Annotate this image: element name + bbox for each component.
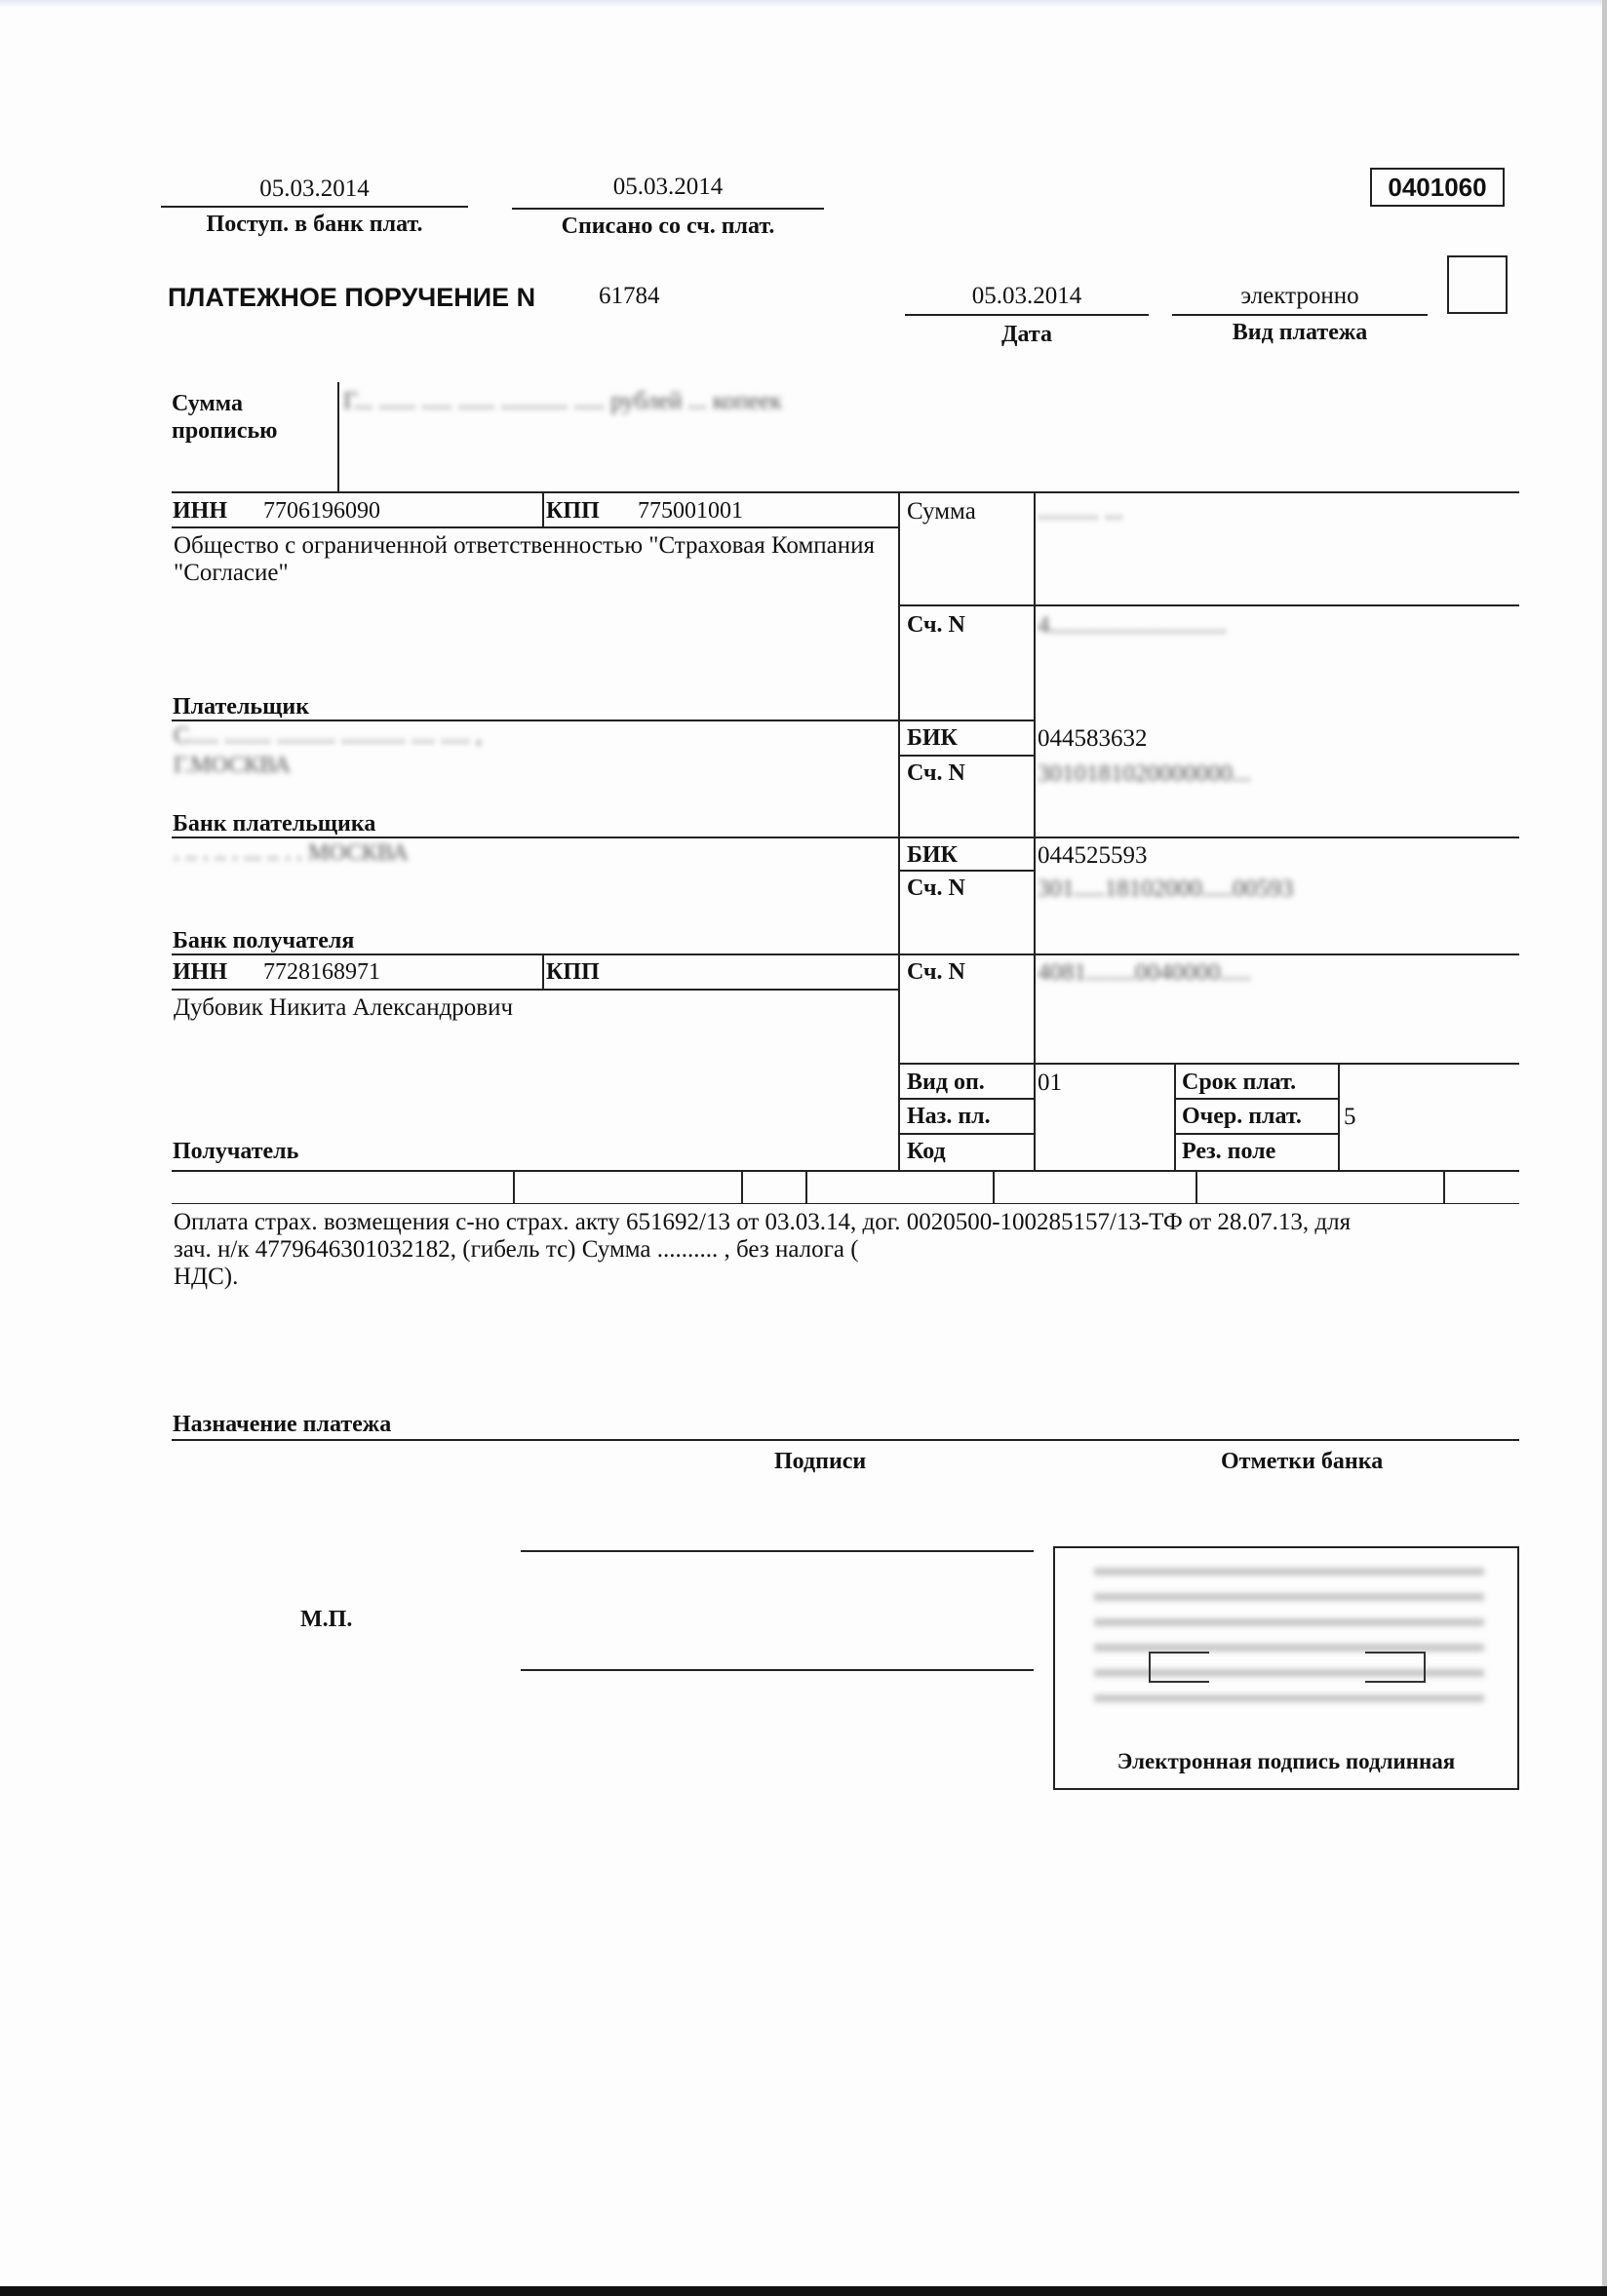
purpose-line-1: Оплата страх. возмещения с-но страх. акту 651692/13 от 03.03.14, дог. 0020500-100285157/13-ТФ от 28.07.13, для: [174, 1209, 1352, 1235]
details-line-2: [898, 1098, 1034, 1100]
tax-cell-6: [1443, 1170, 1445, 1203]
purpose-code-label: Наз. пл.: [907, 1104, 991, 1129]
received-date: 05.03.2014: [259, 175, 370, 202]
payment-type-label: Вид платежа: [1232, 320, 1368, 345]
amount-words-divider: [337, 382, 339, 491]
amount-words-value: Г... ...... ..... ...... ........... ..... рублей ... копеек: [343, 388, 782, 414]
received-label: Поступ. в банк плат.: [206, 212, 423, 237]
bank-stamp-blurred-text: [1094, 1568, 1484, 1714]
priority-label: Очер. плат.: [1182, 1104, 1302, 1129]
details-line-2b: [1174, 1098, 1338, 1100]
amount-label: Сумма: [907, 498, 976, 525]
signature-line-2: [521, 1669, 1034, 1671]
op-type-label: Вид оп.: [907, 1070, 985, 1095]
priority: 5: [1344, 1104, 1356, 1130]
recipient-bank-acc: 301.....18102000.....00593: [1038, 876, 1294, 902]
recipient-acc-label: Сч. N: [907, 959, 965, 985]
scan-right-edge: [1602, 0, 1607, 2296]
form-code-box: [1370, 168, 1505, 207]
payer-bank-acc: 3010181020000000...: [1038, 760, 1251, 787]
tax-row-top: [172, 1170, 1519, 1172]
recipient-acc: 4081........0040000.....: [1038, 959, 1251, 986]
payment-type: электронно: [1240, 283, 1359, 309]
bank-stamp: [1053, 1546, 1519, 1790]
tax-cell-5: [1195, 1170, 1197, 1203]
recipient-bank-label: Банк получателя: [173, 928, 355, 953]
document-number: 61784: [599, 283, 660, 309]
payer-bank-bik: 044583632: [1038, 725, 1148, 752]
code-label: Код: [907, 1139, 946, 1164]
payer-inn-underline: [172, 526, 898, 528]
tax-cell-4: [993, 1170, 995, 1203]
tax-cell-1: [513, 1170, 515, 1203]
payment-type-checkbox: [1447, 255, 1508, 314]
payer-bank-acc-label: Сч. N: [907, 760, 965, 786]
term-label: Срок плат.: [1182, 1070, 1297, 1095]
form-code: 0401060: [1388, 173, 1487, 202]
recipient-kpp-label: КПП: [546, 959, 600, 985]
scan-bottom-edge: [0, 2286, 1607, 2296]
recipient-bank-row-line: [172, 953, 1519, 955]
col-divider-middle: [898, 491, 900, 1170]
details-divider-2: [1338, 1063, 1340, 1170]
payer-bank-bik-label: БИК: [907, 725, 958, 751]
details-top-line: [898, 1063, 1519, 1065]
col-divider-values: [1034, 491, 1036, 1170]
payer-name: Общество с ограниченной ответственностью "Страховая Компания "Согласие": [174, 532, 875, 586]
reserve-label: Рез. поле: [1182, 1139, 1276, 1164]
scan-top-edge: [0, 0, 1607, 8]
document-title: ПЛАТЕЖНОЕ ПОРУЧЕНИЕ N: [168, 283, 536, 312]
payer-bank-name-2: Г.МОСКВА: [174, 753, 291, 778]
purpose-line-2: зач. н/к 4779646301032182, (гибель тс) Сумма .......... , без налога (: [174, 1236, 859, 1263]
recipient-bank-name: . .. . .. . ... .. . . МОСКВА: [174, 840, 409, 866]
amount-row-line: [898, 604, 1519, 606]
tax-cell-3: [805, 1170, 807, 1203]
purpose-row-line: [172, 1439, 1519, 1441]
row-line-1: [172, 491, 1519, 493]
payer-bank-label: Банк плательщика: [173, 811, 376, 837]
amount-words-label-1: Сумма: [172, 391, 243, 416]
stamp-label: М.П.: [300, 1607, 353, 1632]
purpose-text: [174, 1209, 1509, 1291]
payer-label: Плательщик: [173, 694, 310, 720]
details-divider-1: [1174, 1063, 1176, 1170]
signature-line-1: [521, 1550, 1034, 1552]
op-type: 01: [1038, 1070, 1062, 1096]
recipient-name: Дубовик Никита Александрович: [174, 994, 514, 1021]
bank-stamp-bracket-right: [1365, 1652, 1426, 1683]
bank-marks-label: Отметки банка: [1221, 1449, 1384, 1474]
payer-bik-line: [898, 755, 1034, 757]
payer-inn: 7706196090: [263, 498, 380, 524]
payer-inn-kpp-divider: [542, 491, 544, 526]
recipient-label: Получатель: [173, 1139, 299, 1164]
details-line-3b: [1174, 1133, 1338, 1135]
recipient-inn-kpp-divider: [542, 953, 544, 989]
signatures-label: Подписи: [774, 1449, 867, 1474]
payer-bank-row-line: [172, 837, 1519, 838]
payer-inn-label: ИНН: [173, 498, 228, 524]
details-line-3: [898, 1133, 1034, 1135]
tax-row-bottom: [172, 1203, 1519, 1204]
payer-account-label: Сч. N: [907, 612, 965, 638]
recipient-inn-underline: [172, 989, 898, 991]
payer-account: 4.............................: [1038, 612, 1227, 639]
payer-kpp-label: КПП: [546, 498, 600, 524]
amount-words-label: [172, 390, 278, 445]
purpose-line-3: НДС).: [174, 1264, 239, 1290]
amount-words-label-2: прописью: [172, 418, 278, 444]
date-label: Дата: [1001, 322, 1052, 347]
debited-line: [512, 208, 824, 210]
payer-kpp: 775001001: [638, 498, 743, 524]
amount-value: .......... ...: [1038, 498, 1123, 525]
tax-cell-2: [741, 1170, 743, 1203]
recipient-bank-acc-label: Сч. N: [907, 876, 965, 901]
payer-bank-name-1: С..... ........ .......... ........... .... ..... ,: [174, 723, 483, 749]
received-line: [161, 206, 468, 208]
date-line: [905, 314, 1149, 316]
recipient-bik-line: [898, 870, 1034, 872]
recipient-inn-label: ИНН: [173, 959, 228, 985]
document-date: 05.03.2014: [971, 283, 1082, 309]
payment-type-line: [1172, 314, 1428, 316]
debited-label: Списано со сч. плат.: [561, 214, 775, 239]
payer-bik-top-line: [898, 720, 1034, 721]
recipient-inn: 7728168971: [263, 959, 380, 985]
bank-stamp-bracket-left: [1149, 1652, 1209, 1683]
bank-stamp-text: Электронная подпись подлинная: [1117, 1749, 1456, 1773]
recipient-bank-bik-label: БИК: [907, 842, 958, 868]
debited-date: 05.03.2014: [612, 174, 724, 200]
purpose-label: Назначение платежа: [173, 1412, 392, 1437]
payer-row-line: [172, 720, 898, 721]
recipient-bank-bik: 044525593: [1038, 842, 1148, 869]
